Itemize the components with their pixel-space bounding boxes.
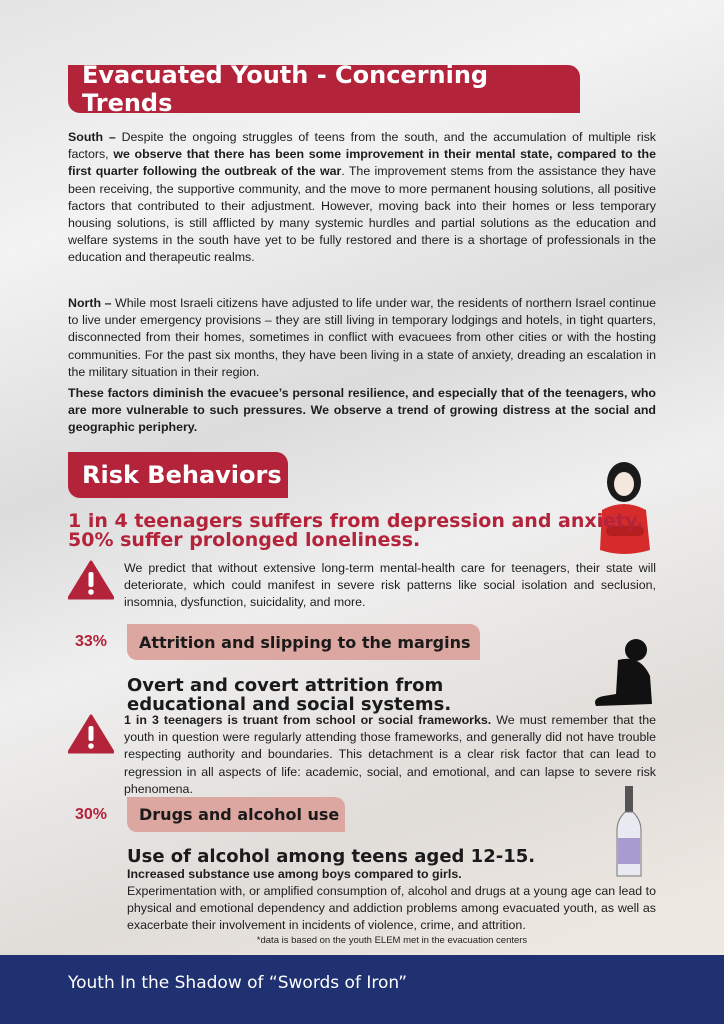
warning-icon bbox=[68, 714, 114, 754]
risk-text: We predict that without extensive long-term mental-health care for teenagers, their state will deteriorate, which could manifest in severe risk patterns like social isolation and seclusion, insomnia, dysfunction, suicidality, and more. bbox=[124, 561, 656, 610]
attrition-percent: 33% bbox=[75, 633, 108, 650]
south-bold: we observe that there has been some improvement in their mental state, compared to the first quarter following the outbreak of the war bbox=[68, 147, 656, 179]
drugs-bold: Increased substance use among boys compared to girls. bbox=[127, 867, 462, 881]
footnote: *data is based on the youth ELEM met in the evacuation centers bbox=[256, 935, 528, 946]
risk-behaviors-title: Risk Behaviors bbox=[68, 452, 288, 498]
sitting-teen-silhouette-icon bbox=[590, 636, 656, 708]
drugs-banner: Drugs and alcohol use bbox=[127, 797, 345, 832]
attrition-bold: 1 in 3 teenagers is truant from school or social frameworks. bbox=[124, 713, 492, 727]
warning-icon bbox=[68, 560, 114, 600]
north-paragraph bbox=[68, 295, 656, 381]
south-label: South – bbox=[68, 130, 116, 144]
drugs-heading: Use of alcohol among teens aged 12-15. bbox=[127, 846, 536, 867]
headline-depression: 1 in 4 teenagers suffers from depression and anxiety. bbox=[68, 510, 643, 532]
risk-headline bbox=[68, 512, 643, 550]
drugs-percent: 30% bbox=[75, 806, 108, 823]
attrition-body: We must remember that the youth in question were regularly attending those frameworks, and generally did not have trouble respecting authority and boundaries. This detachment is a clear risk factor that can lead to regression in all aspects of life: academic, social, and emotional, and can lapse to severe risk phenomena. bbox=[124, 713, 656, 796]
drugs-text: Experimentation with, or amplified consumption of, alcohol and drugs at a young age can lead to physical and emotional dependency and addiction problems among evacuated youth, as well as exacerbate their involvement in incidents of violence, crime, and attrition. bbox=[127, 884, 656, 933]
attrition-text bbox=[124, 712, 656, 798]
footer-title: Youth In the Shadow of “Swords of Iron” bbox=[0, 955, 724, 1024]
headline-loneliness: 50% suffer prolonged loneliness. bbox=[68, 529, 421, 551]
page-title: Evacuated Youth - Concerning Trends bbox=[68, 65, 580, 113]
south-text-2: . The improvement stems from the assistance they have been receiving, the supportive community, and the move to more permanent housing solutions, all positive factors that contributed to their adjustment. However, moving back into their homes or less temporary housing solutions, is still afflicted by many systemic hurdles and partial solutions as the education and welfare systems in the south have yet to be fully restored and there is a shortage of professionals in the education and therapeutic realms. bbox=[68, 164, 657, 265]
north-label: North – bbox=[68, 296, 112, 310]
attrition-banner: Attrition and slipping to the margins bbox=[127, 624, 480, 660]
factors-paragraph: These factors diminish the evacuee’s personal resilience, and especially that of the teenagers, who are more vulnerable to such pressures. We observe a trend of growing distress at the social and geographic periphery. bbox=[68, 386, 656, 435]
south-text: Despite the ongoing struggles of teens from the south, and the accumulation of multiple risk factors, bbox=[68, 130, 657, 162]
south-paragraph bbox=[68, 129, 656, 267]
attrition-heading: Overt and covert attrition from educational and social systems. bbox=[127, 675, 452, 715]
north-text: While most Israeli citizens have adjusted to life under war, the residents of northern Israel continue to live under emergency provisions – they are still living in temporary lodgings and hotels, in tight quarters, disconnected from their homes, sometimes in conflict with evacuees from other cities or with the hosting communities. For the past six months, they have been living in a state of anxiety, dreading an escalation in the military situation in their region. bbox=[68, 296, 656, 379]
